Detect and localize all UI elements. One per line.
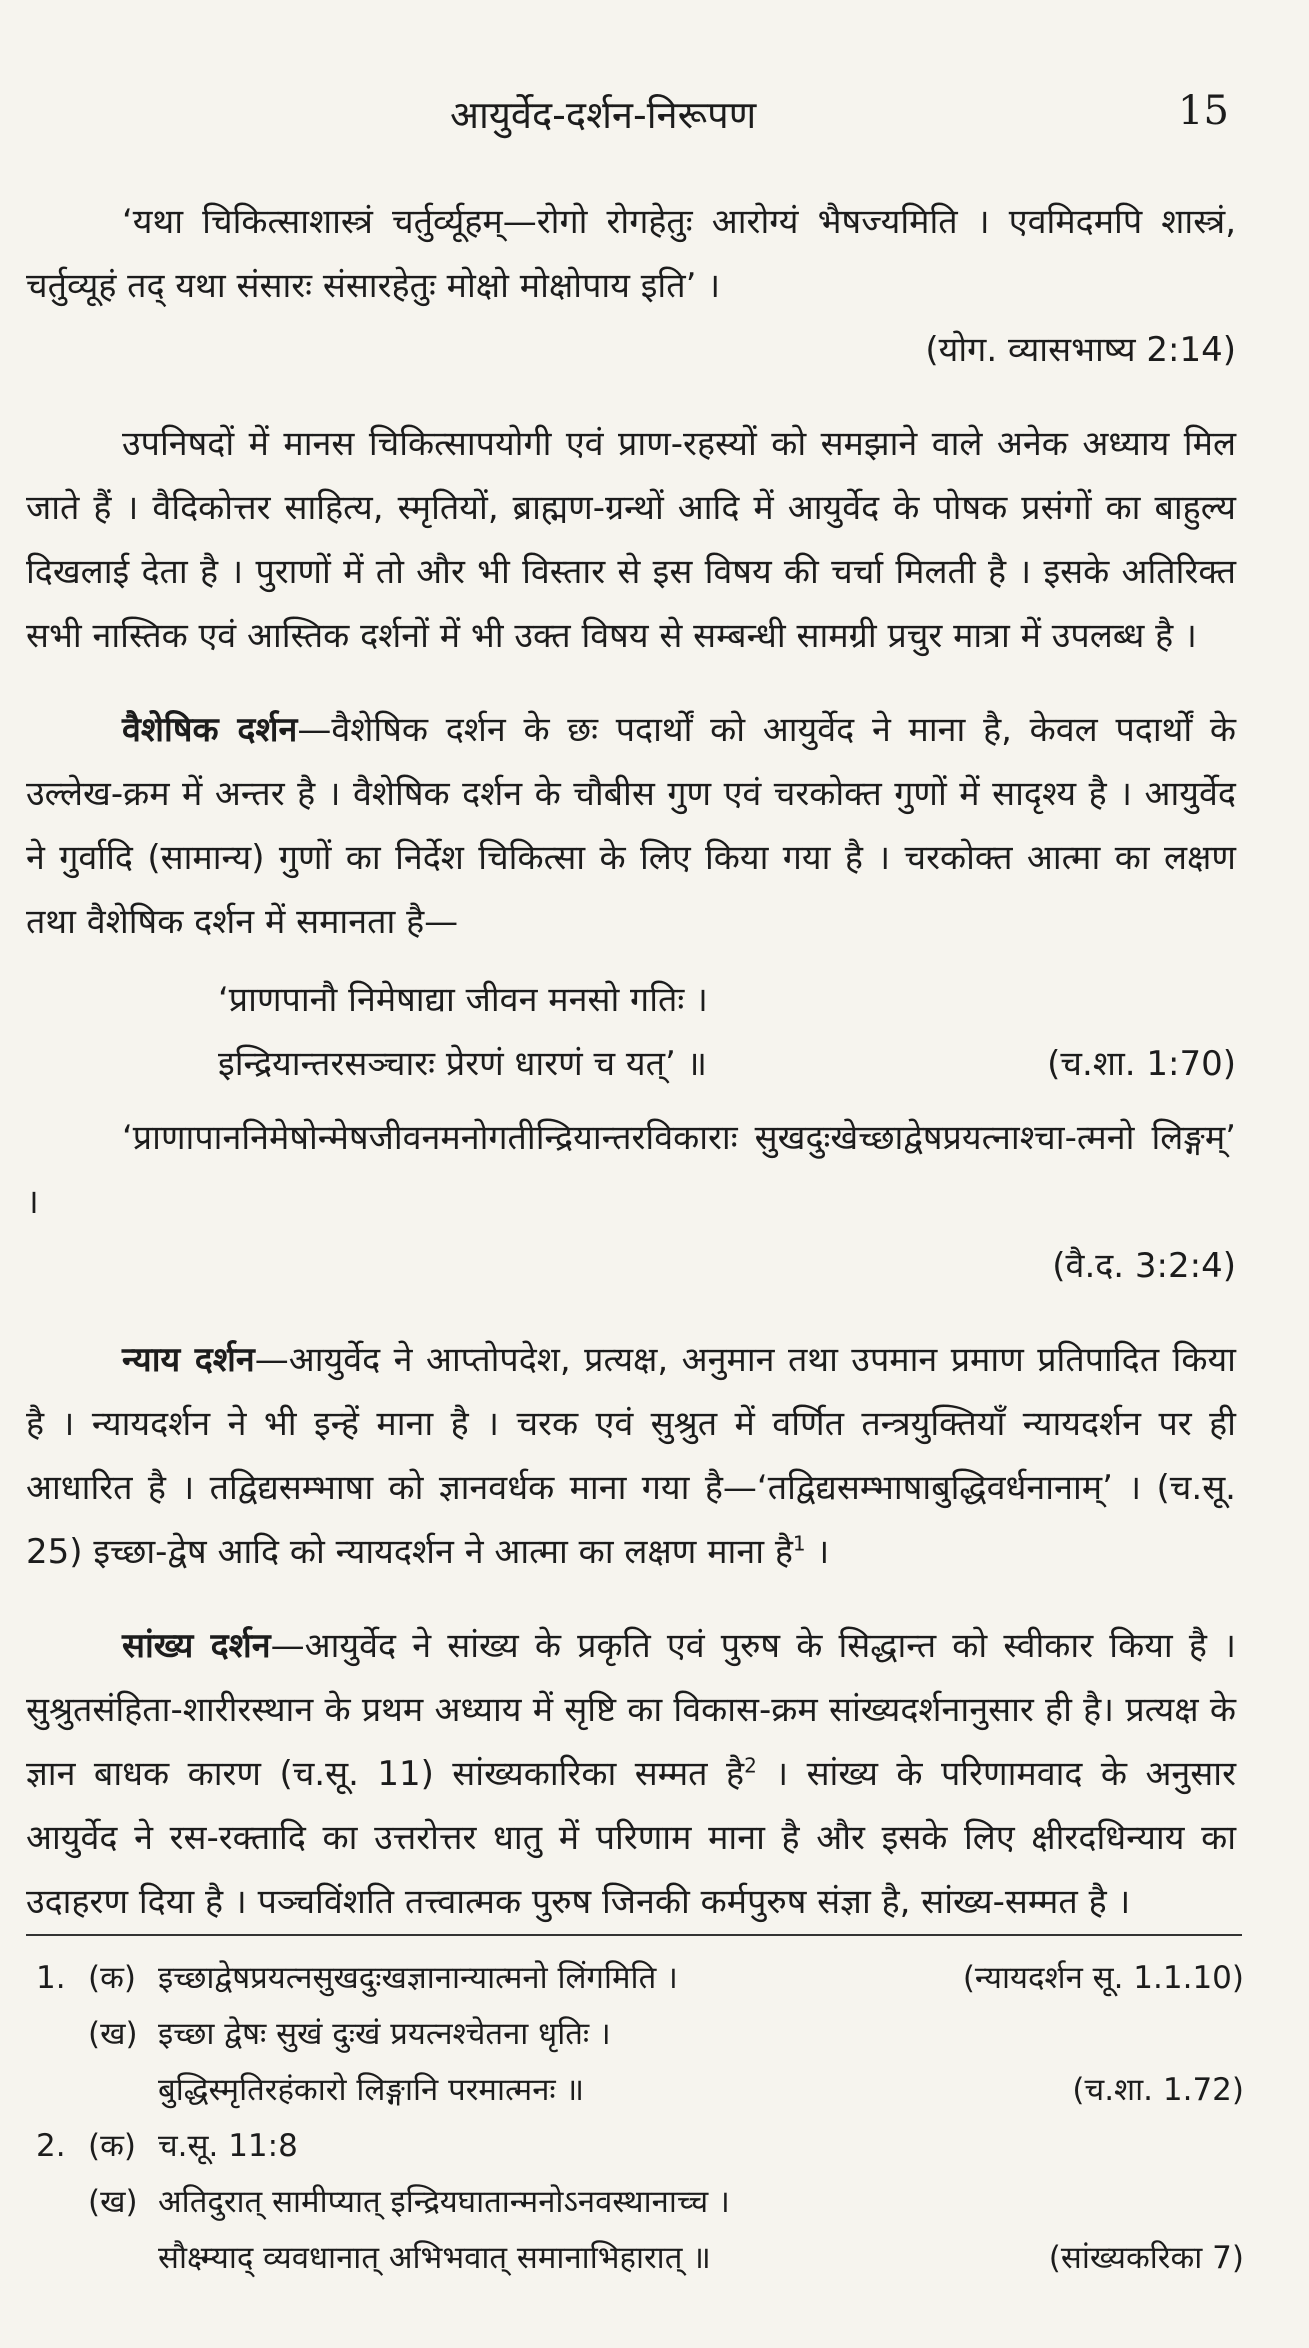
- footnote-marker-2: 2: [744, 1753, 757, 1778]
- footnote-2b-line-1: अतिदुरात् सामीप्यात् इन्द्रियघातान्मनोऽनवस्थानाच्च ।: [158, 2184, 730, 2220]
- footnotes: [36, 1950, 1244, 2286]
- vaisheshika-heading: वैशेषिक दर्शन: [122, 710, 298, 750]
- nyaya-text: —आयुर्वेद ने आप्तोपदेश, प्रत्यक्ष, अनुमान तथा उपमान प्रमाण प्रतिपादित किया है । न्यायदर्शन ने भी इन्हें माना है । चरक एवं सुश्रुत में वर्णित तन्त्रयुक्तियाँ न्यायदर्शन पर ही आधारित है । तद्विद्यसम्भाषा को ज्ञानवर्धक माना गया है—‘तद्विद्यसम्भाषाबुद्धिवर्धनानाम्’ । (च.सू. 25) इच्छा-द्वेष आदि को न्यायदर्शन ने आत्मा का लक्षण माना है: [26, 1340, 1236, 1572]
- footnote-1b-line-2: बुद्धिस्मृतिरहंकारो लिङ्गानि परमात्मनः ॥: [158, 2072, 585, 2108]
- footnote-divider: [26, 1934, 1242, 1936]
- yoga-quote: ‘यथा चिकित्साशास्त्रं चर्तुर्व्यूहम्—रोगो रोगहेतुः आरोग्यं भैषज्यमिति । एवमिदमपि शास्त्रं, चर्तुव्यूहं तद् यथा संसारः संसारहेतुः मोक्षो मोक्षोपाय इति’ ।: [26, 202, 1236, 306]
- sankhya-paragraph: [26, 1614, 1236, 1934]
- footnote-marker-1: 1: [792, 1531, 806, 1556]
- sankhya-heading: सांख्य दर्शन: [122, 1626, 271, 1666]
- verse-line-1: [26, 968, 1236, 1032]
- body-text: [26, 190, 1236, 1934]
- nyaya-paragraph: [26, 1328, 1236, 1584]
- footnote-1-number: 1.: [36, 1960, 66, 1996]
- footnote-1b-label: (ख): [88, 2016, 138, 2052]
- sankhya-text: —आयुर्वेद ने सांख्य के प्रकृति एवं पुरुष के सिद्धान्त को स्वीकार किया है । सुश्रुतसंहिता-शारीरस्थान के प्रथम अध्याय में सृष्टि का विकास-क्रम सांख्यदर्शनानुसार ही है। प्रत्यक्ष के ज्ञान बाधक कारण (च.सू. 11) सांख्यकारिका सम्मत है: [26, 1626, 1236, 1794]
- verse-line-2: [26, 1032, 1236, 1096]
- verse-line-1-text: ‘प्राणपानौ निमेषाद्या जीवन मनसो गतिः ।: [218, 980, 708, 1020]
- vaisheshika-paragraph: [26, 698, 1236, 954]
- verse-line-2-text: इन्द्रियान्तरसञ्चारः प्रेरणं धारणं च यत्’ ॥: [218, 1044, 707, 1084]
- footnote-1b-line-1: इच्छा द्वेषः सुखं दुःखं प्रयत्नश्चेतना धृतिः ।: [158, 2016, 611, 2052]
- footnote-1a: [36, 1950, 1244, 2006]
- charaka-verse: [26, 968, 1236, 1096]
- footnote-1b-cont: [36, 2062, 1244, 2118]
- footnote-1a-label: (क): [88, 1960, 136, 1996]
- footnote-1a-text: इच्छाद्वेषप्रयत्नसुखदुःखज्ञानान्यात्मनो लिंगमिति ।: [158, 1960, 678, 1996]
- vaisheshika-text: —वैशेषिक दर्शन के छः पदार्थों को आयुर्वेद ने माना है, केवल पदार्थों के उल्लेख-क्रम में अन्तर है । वैशेषिक दर्शन के चौबीस गुण एवं चरकोक्त गुणों में सादृश्य है । आयुर्वेद ने गुर्वादि (सामान्य) गुणों का निर्देश चिकित्सा के लिए किया गया है । चरकोक्त आत्मा का लक्षण तथा वैशेषिक दर्शन में समानता है—: [26, 710, 1236, 942]
- footnote-2b-cont: [36, 2230, 1244, 2286]
- footnote-1b: [36, 2006, 1244, 2062]
- footnote-1b-reference: (च.शा. 1.72): [1072, 2072, 1244, 2108]
- vaisheshika-sutra-reference: (वै.द. 3:2:4): [1052, 1246, 1236, 1286]
- vaisheshika-sutra-quote: ‘प्राणापाननिमेषोन्मेषजीवनमनोगतीन्द्रियान्तरविकाराः सुखदुःखेच्छाद्वेषप्रयत्नाश्चा-त्मनो लिङ्गम्’ ।: [26, 1118, 1236, 1222]
- footnote-2a-text: च.सू. 11:8: [158, 2128, 298, 2164]
- footnote-2a-label: (क): [88, 2128, 136, 2164]
- nyaya-text-end: ।: [805, 1532, 830, 1572]
- footnote-2b: [36, 2174, 1244, 2230]
- sankhya-text-end: । सांख्य के परिणामवाद के अनुसार आयुर्वेद ने रस-रक्तादि का उत्तरोत्तर धातु में परिणाम माना है और इसके लिए क्षीरदधिन्याय का उदाहरण दिया है । पञ्चविंशति तत्त्वात्मक पुरुष जिनकी कर्मपुरुष संज्ञा है, सांख्य-सम्मत है ।: [26, 1754, 1237, 1922]
- nyaya-heading: न्याय दर्शन: [122, 1340, 255, 1380]
- upanishad-paragraph: उपनिषदों में मानस चिकित्सापयोगी एवं प्राण-रहस्यों को समझाने वाले अनेक अध्याय मिल जाते हैं । वैदिकोत्तर साहित्य, स्मृतियों, ब्राह्मण-ग्रन्थों आदि में आयुर्वेद के पोषक प्रसंगों का बाहुल्य दिखलाई देता है । पुराणों में तो और भी विस्तार से इस विषय की चर्चा मिलती है । इसके अतिरिक्त सभी नास्तिक एवं आस्तिक दर्शनों में भी उक्त विषय से सम्बन्धी सामग्री प्रचुर मात्रा में उपलब्ध है ।: [26, 424, 1236, 656]
- verse-reference: (च.शा. 1:70): [1047, 1044, 1236, 1084]
- footnote-2a: [36, 2118, 1244, 2174]
- footnote-2b-reference: (सांख्यकरिका 7): [1048, 2240, 1244, 2276]
- footnote-2-number: 2.: [36, 2128, 66, 2164]
- footnote-2b-label: (ख): [88, 2184, 138, 2220]
- page-header: [0, 88, 1309, 148]
- yoga-quote-reference: (योग. व्यासभाष्य 2:14): [925, 330, 1236, 370]
- footnote-2b-line-2: सौक्ष्म्याद् व्यवधानात् अभिभवात् समानाभिहारात् ॥: [158, 2240, 711, 2276]
- footnote-1a-reference: (न्यायदर्शन सू. 1.1.10): [962, 1960, 1244, 1996]
- running-title: आयुर्वेद-दर्शन-निरूपण: [450, 93, 757, 137]
- page-number: 15: [1178, 88, 1229, 134]
